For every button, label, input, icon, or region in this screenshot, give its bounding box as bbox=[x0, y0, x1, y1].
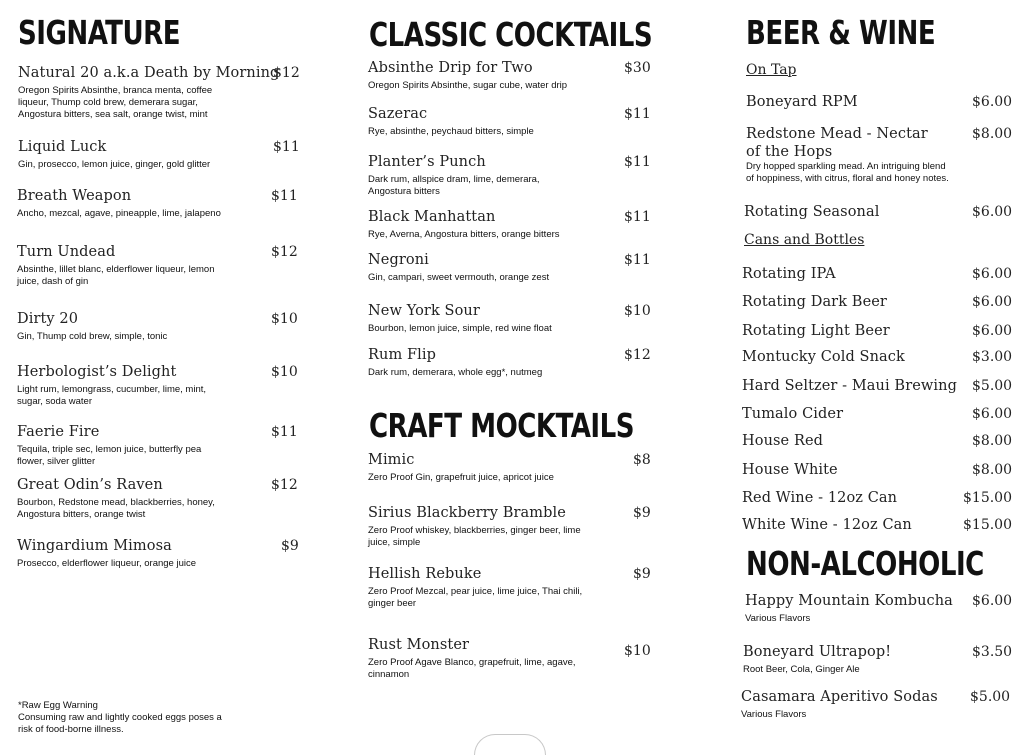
item-name: Boneyard Ultrapop! bbox=[743, 644, 892, 660]
item-desc: Gin, campari, sweet vermouth, orange zest bbox=[368, 272, 550, 283]
menu-item bbox=[746, 93, 1011, 111]
menu-item bbox=[368, 565, 653, 610]
menu-item bbox=[17, 476, 302, 521]
item-desc: Gin, Thump cold brew, simple, tonic bbox=[17, 331, 168, 342]
item-price: $9 bbox=[633, 566, 651, 582]
item-price: $11 bbox=[273, 139, 300, 155]
menu-item bbox=[743, 643, 1011, 676]
item-name: Mimic bbox=[368, 452, 415, 468]
menu-item bbox=[368, 59, 653, 92]
item-price: $6.00 bbox=[972, 406, 1013, 422]
menu-item bbox=[746, 125, 1011, 185]
item-name: Herbologist’s Delight bbox=[17, 364, 177, 380]
menu-item bbox=[368, 451, 653, 484]
item-price: $10 bbox=[624, 643, 651, 659]
item-name: Rotating IPA bbox=[742, 266, 836, 282]
item-desc: Zero Proof whiskey, blackberries, ginger beer, lime juice, simple bbox=[368, 525, 581, 548]
menu-item bbox=[742, 405, 1011, 423]
item-price: $8.00 bbox=[972, 433, 1013, 449]
item-name: Hard Seltzer - Maui Brewing bbox=[742, 378, 957, 394]
item-name: Breath Weapon bbox=[17, 188, 132, 204]
item-name: Dirty 20 bbox=[17, 311, 79, 327]
menu-item bbox=[741, 688, 1011, 721]
item-name: Happy Mountain Kombucha bbox=[745, 593, 953, 609]
item-name: Hellish Rebuke bbox=[368, 566, 482, 582]
menu-item bbox=[18, 64, 303, 121]
menu-item bbox=[17, 310, 302, 343]
item-name: Faerie Fire bbox=[17, 424, 100, 440]
menu-item bbox=[742, 348, 1011, 366]
menu-item bbox=[744, 203, 1011, 221]
item-price: $10 bbox=[271, 311, 298, 327]
item-price: $3.00 bbox=[972, 349, 1013, 365]
signature-heading: SIGNATURE bbox=[18, 14, 181, 53]
item-name: Rotating Seasonal bbox=[744, 204, 880, 220]
item-desc: Light rum, lemongrass, cucumber, lime, mint, sugar, soda water bbox=[17, 384, 207, 407]
item-price: $11 bbox=[271, 188, 298, 204]
page-edge-decoration bbox=[474, 734, 546, 755]
item-price: $11 bbox=[271, 424, 298, 440]
menu-item bbox=[745, 592, 1011, 625]
item-desc: Oregon Spirits Absinthe, sugar cube, water drip bbox=[368, 80, 568, 91]
item-price: $6.00 bbox=[972, 294, 1013, 310]
item-name: Rum Flip bbox=[368, 347, 437, 363]
menu-item bbox=[368, 346, 653, 379]
item-desc: Ancho, mezcal, agave, pineapple, lime, jalapeno bbox=[17, 208, 221, 219]
item-desc: Zero Proof Agave Blanco, grapefruit, lime, agave, cinnamon bbox=[368, 657, 576, 680]
item-price: $6.00 bbox=[972, 593, 1013, 609]
menu-item bbox=[17, 187, 302, 220]
item-name: Boneyard RPM bbox=[746, 94, 858, 110]
on-tap-subheading: On Tap bbox=[746, 62, 797, 78]
item-name: Planter’s Punch bbox=[368, 154, 486, 170]
menu-item bbox=[17, 243, 302, 288]
item-price: $6.00 bbox=[972, 323, 1013, 339]
item-name: Turn Undead bbox=[17, 244, 116, 260]
item-name: Montucky Cold Snack bbox=[742, 349, 905, 365]
menu-item bbox=[368, 636, 653, 681]
item-desc: Prosecco, elderflower liqueur, orange juice bbox=[17, 558, 197, 569]
item-price: $3.50 bbox=[972, 644, 1013, 660]
item-name: Redstone Mead - Nectar of the Hops bbox=[746, 126, 928, 160]
item-name: Red Wine - 12oz Can bbox=[742, 490, 898, 506]
raw-egg-warning bbox=[18, 700, 228, 736]
menu-item bbox=[17, 423, 302, 468]
item-desc: Rye, absinthe, peychaud bitters, simple bbox=[368, 126, 534, 137]
menu-item bbox=[742, 489, 1011, 507]
item-desc: Zero Proof Gin, grapefruit juice, apricot juice bbox=[368, 472, 554, 483]
item-desc: Absinthe, lillet blanc, elderflower liqueur, lemon juice, dash of gin bbox=[17, 264, 215, 287]
item-name: White Wine - 12oz Can bbox=[742, 517, 912, 533]
item-price: $15.00 bbox=[963, 517, 1012, 533]
item-price: $12 bbox=[271, 244, 298, 260]
item-desc: Root Beer, Cola, Ginger Ale bbox=[743, 664, 860, 675]
item-name: House White bbox=[742, 462, 838, 478]
item-price: $11 bbox=[624, 209, 651, 225]
item-name: Casamara Aperitivo Sodas bbox=[741, 689, 938, 705]
item-price: $6.00 bbox=[972, 266, 1013, 282]
item-desc: Oregon Spirits Absinthe, branca menta, coffee liqueur, Thump cold brew, demerara sugar, Angostura bitters, sea salt, orange twist, mint bbox=[18, 85, 213, 120]
item-name: Natural 20 a.k.a Death by Morning bbox=[18, 65, 280, 81]
menu-item bbox=[17, 363, 302, 408]
menu-item bbox=[742, 432, 1011, 450]
item-price: $9 bbox=[633, 505, 651, 521]
menu-item bbox=[368, 105, 653, 138]
nonalc-heading: NON-ALCOHOLIC bbox=[746, 545, 984, 584]
item-desc: Bourbon, Redstone mead, blackberries, honey, Angostura bitters, orange twist bbox=[17, 497, 215, 520]
item-price: $10 bbox=[624, 303, 651, 319]
item-name: Sirius Blackberry Bramble bbox=[368, 505, 566, 521]
item-price: $5.00 bbox=[970, 689, 1011, 705]
item-price: $9 bbox=[281, 538, 299, 554]
item-desc: Rye, Averna, Angostura bitters, orange bitters bbox=[368, 229, 560, 240]
item-desc: Dry hopped sparkling mead. An intriguing blend of hoppiness, with citrus, floral and honey notes. bbox=[746, 161, 949, 184]
menu-item bbox=[742, 265, 1011, 283]
mocktails-heading: CRAFT MOCKTAILS bbox=[369, 407, 634, 446]
raw-egg-warning-text: Consuming raw and lightly cooked eggs poses a risk of food-borne illness. bbox=[18, 712, 222, 735]
item-price: $5.00 bbox=[972, 378, 1013, 394]
item-price: $11 bbox=[624, 106, 651, 122]
item-desc: Various Flavors bbox=[741, 709, 807, 720]
item-price: $15.00 bbox=[963, 490, 1012, 506]
menu-item bbox=[368, 504, 653, 549]
menu-item bbox=[742, 377, 1011, 395]
item-desc: Tequila, triple sec, lemon juice, butterfly pea flower, silver glitter bbox=[17, 444, 202, 467]
menu-item bbox=[368, 208, 653, 241]
menu-item bbox=[17, 537, 302, 570]
item-price: $30 bbox=[624, 60, 651, 76]
item-price: $11 bbox=[624, 252, 651, 268]
item-desc: Various Flavors bbox=[745, 613, 811, 624]
item-price: $6.00 bbox=[972, 204, 1013, 220]
item-price: $8.00 bbox=[972, 462, 1013, 478]
menu-item bbox=[742, 322, 1011, 340]
item-price: $6.00 bbox=[972, 94, 1013, 110]
item-desc: Gin, prosecco, lemon juice, ginger, gold glitter bbox=[18, 159, 211, 170]
classic-heading: CLASSIC COCKTAILS bbox=[369, 16, 653, 55]
raw-egg-warning-title: *Raw Egg Warning bbox=[18, 700, 98, 711]
item-name: Wingardium Mimosa bbox=[17, 538, 172, 554]
cans-subheading: Cans and Bottles bbox=[744, 232, 865, 248]
item-price: $8.00 bbox=[972, 126, 1013, 142]
item-name: Black Manhattan bbox=[368, 209, 496, 225]
item-name: Rotating Dark Beer bbox=[742, 294, 887, 310]
item-name: Great Odin’s Raven bbox=[17, 477, 163, 493]
menu-item bbox=[742, 293, 1011, 311]
item-name: Liquid Luck bbox=[18, 139, 107, 155]
menu-item bbox=[368, 153, 653, 198]
item-price: $12 bbox=[271, 477, 298, 493]
item-price: $8 bbox=[633, 452, 651, 468]
item-name: New York Sour bbox=[368, 303, 480, 319]
item-name: Rotating Light Beer bbox=[742, 323, 890, 339]
menu-item bbox=[368, 251, 653, 284]
item-price: $11 bbox=[624, 154, 651, 170]
item-price: $12 bbox=[273, 65, 300, 81]
item-price: $10 bbox=[271, 364, 298, 380]
item-desc: Dark rum, demerara, whole egg*, nutmeg bbox=[368, 367, 543, 378]
item-name: House Red bbox=[742, 433, 824, 449]
item-desc: Zero Proof Mezcal, pear juice, lime juice, Thai chili, ginger beer bbox=[368, 586, 583, 609]
menu-item bbox=[368, 302, 653, 335]
menu-item bbox=[742, 461, 1011, 479]
item-name: Negroni bbox=[368, 252, 429, 268]
item-name: Rust Monster bbox=[368, 637, 470, 653]
item-desc: Bourbon, lemon juice, simple, red wine float bbox=[368, 323, 552, 334]
beer-heading: BEER & WINE bbox=[746, 14, 936, 53]
item-name: Absinthe Drip for Two bbox=[368, 60, 533, 76]
menu-item bbox=[18, 138, 303, 171]
item-name: Tumalo Cider bbox=[742, 406, 844, 422]
menu-item bbox=[742, 516, 1011, 534]
item-name: Sazerac bbox=[368, 106, 428, 122]
item-price: $12 bbox=[624, 347, 651, 363]
item-desc: Dark rum, allspice dram, lime, demerara, Angostura bitters bbox=[368, 174, 540, 197]
